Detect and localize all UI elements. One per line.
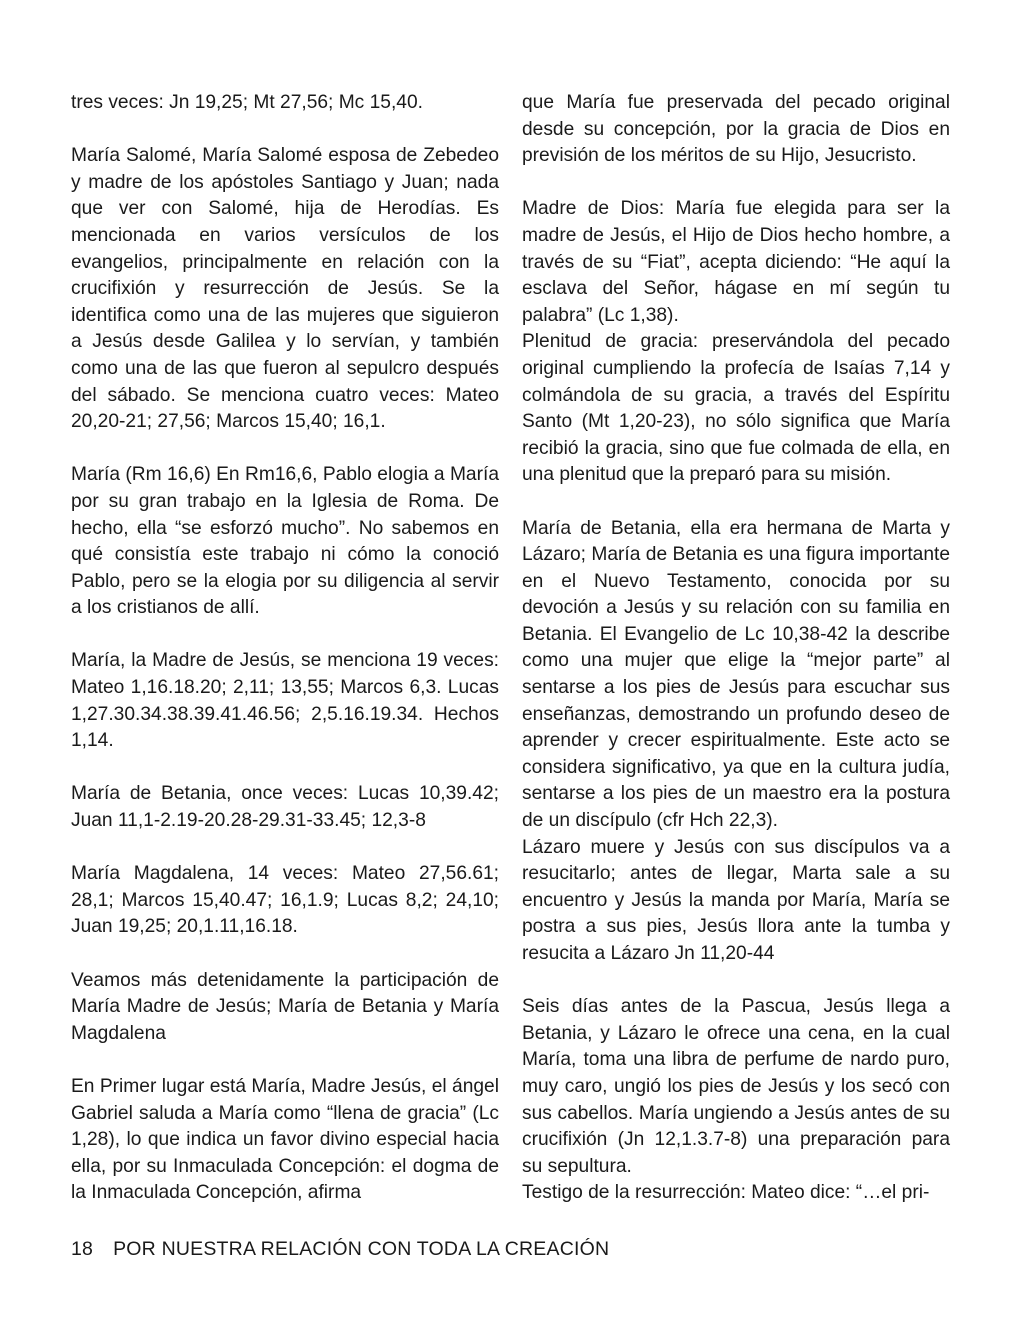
paragraph: Veamos más detenidamente la participación de María Madre de Jesús; María de Betania y María Magdalena: [71, 969, 499, 1044]
paragraph: María Magdalena, 14 veces: Mateo 27,56.61; 28,1; Marcos 15,40.47; 16,1.9; Lucas 8,2; 24,10; Juan 19,25; 20,1.11,16.18.: [71, 863, 499, 938]
paragraph: María, la Madre de Jesús, se menciona 19 veces: Mateo 1,16.18.20; 2,11; 13,55; Marcos 6,3. Lucas 1,27.30.34.38.39.41.46.56; 2,5.16.19.34. Hechos 1,14.: [71, 650, 499, 752]
paragraph: Testigo de la resurrección: Mateo dice: “…el pri-: [522, 1182, 930, 1204]
right-column: [522, 90, 950, 1207]
paragraph: María Salomé, María Salomé esposa de Zebedeo y madre de los apóstoles Santiago y Juan; nada que ver con Salomé, hija de Herodías. Es mencionada en varios versículos de los evangelios, principalmente en relación con la crucifixión y resurrección de Jesús. Se la identifica como una de las mujeres que siguieron a Jesús desde Galilea y lo servían, y también como una de las que fueron al sepulcro después del sábado. Se menciona cuatro veces: Mateo 20,20-21; 27,56; Marcos 15,40; 16,1.: [71, 145, 499, 433]
paragraph: Plenitud de gracia: preservándola del pecado original cumpliendo la profecía de Isaías 7,14 y colmándola de su gracia, a través del Espíritu Santo (Mt 1,20-23), no sólo significa que María recibió la gracia, sino que fue colmada de ella, en una plenitud que la preparó para su misión.: [522, 331, 950, 486]
paragraph: Lázaro muere y Jesús con sus discípulos va a resucitarlo; antes de llegar, Marta sale a su encuentro y Jesús la manda por María, María se postra a sus pies, Jesús llora ante la tumba y resucita a Lázaro Jn 11,20-44: [522, 836, 950, 964]
paragraph: María de Betania, ella era hermana de Marta y Lázaro; María de Betania es una figura importante en el Nuevo Testamento, conocida por su devoción a Jesús y su relación con su familia en Betania. El Evangelio de Lc 10,38-42 la describe como una mujer que elige la “mejor parte” al sentarse a los pies de Jesús para escuchar sus enseñanzas, demostrando un profundo deseo de aprender y crecer espiritualmente. Este acto se considera significativo, ya que en la cultura judía, sentarse a los pies de un maestro era la postura de un discípulo (cfr Hch 22,3).: [522, 517, 950, 832]
paragraph: En Primer lugar está María, Madre Jesús, el ángel Gabriel saluda a María como “llena de gracia” (Lc 1,28), lo que indica un favor divino especial hacia ella, por su Inmaculada Concepción: el dogma de la Inmaculada Concepción, afirma: [71, 1075, 499, 1204]
page-footer: [71, 1236, 609, 1262]
paragraph: que María fue preservada del pecado original desde su concepción, por la gracia de Dios en previsión de los méritos de su Hijo, Jesucristo.: [522, 92, 950, 167]
paragraph: María (Rm 16,6) En Rm16,6, Pablo elogia a María por su gran trabajo en la Iglesia de Roma. De hecho, ella “se esforzó mucho”. No sabemos en qué consistía este trabajo ni cómo la conoció Pablo, pero se la elogia por su diligencia al servir a los cristianos de allí.: [71, 464, 499, 619]
paragraph: Seis días antes de la Pascua, Jesús llega a Betania, y Lázaro le ofrece una cena, en la cual María, toma una libra de perfume de nardo puro, muy caro, ungió los pies de Jesús y los secó con sus cabellos. María ungiendo a Jesús antes de su crucifixión (Jn 12,1.3.7-8) una preparación para su sepultura.: [522, 996, 950, 1177]
page-number: 18: [71, 1238, 94, 1260]
paragraph: Madre de Dios: María fue elegida para ser la madre de Jesús, el Hijo de Dios hecho hombre, a través de su “Fiat”, acepta diciendo: “He aquí la esclava del Señor, hágase en mí según tu palabra” (Lc 1,38).: [522, 198, 950, 326]
paragraph: María de Betania, once veces: Lucas 10,39.42; Juan 11,1-2.19-20.28-29.31-33.45; 12,3-8: [71, 783, 499, 832]
left-column: [71, 90, 499, 1207]
running-title: POR NUESTRA RELACIÓN CON TODA LA CREACIÓN: [113, 1238, 610, 1260]
paragraph: tres veces: Jn 19,25; Mt 27,56; Mc 15,40.: [71, 92, 423, 113]
